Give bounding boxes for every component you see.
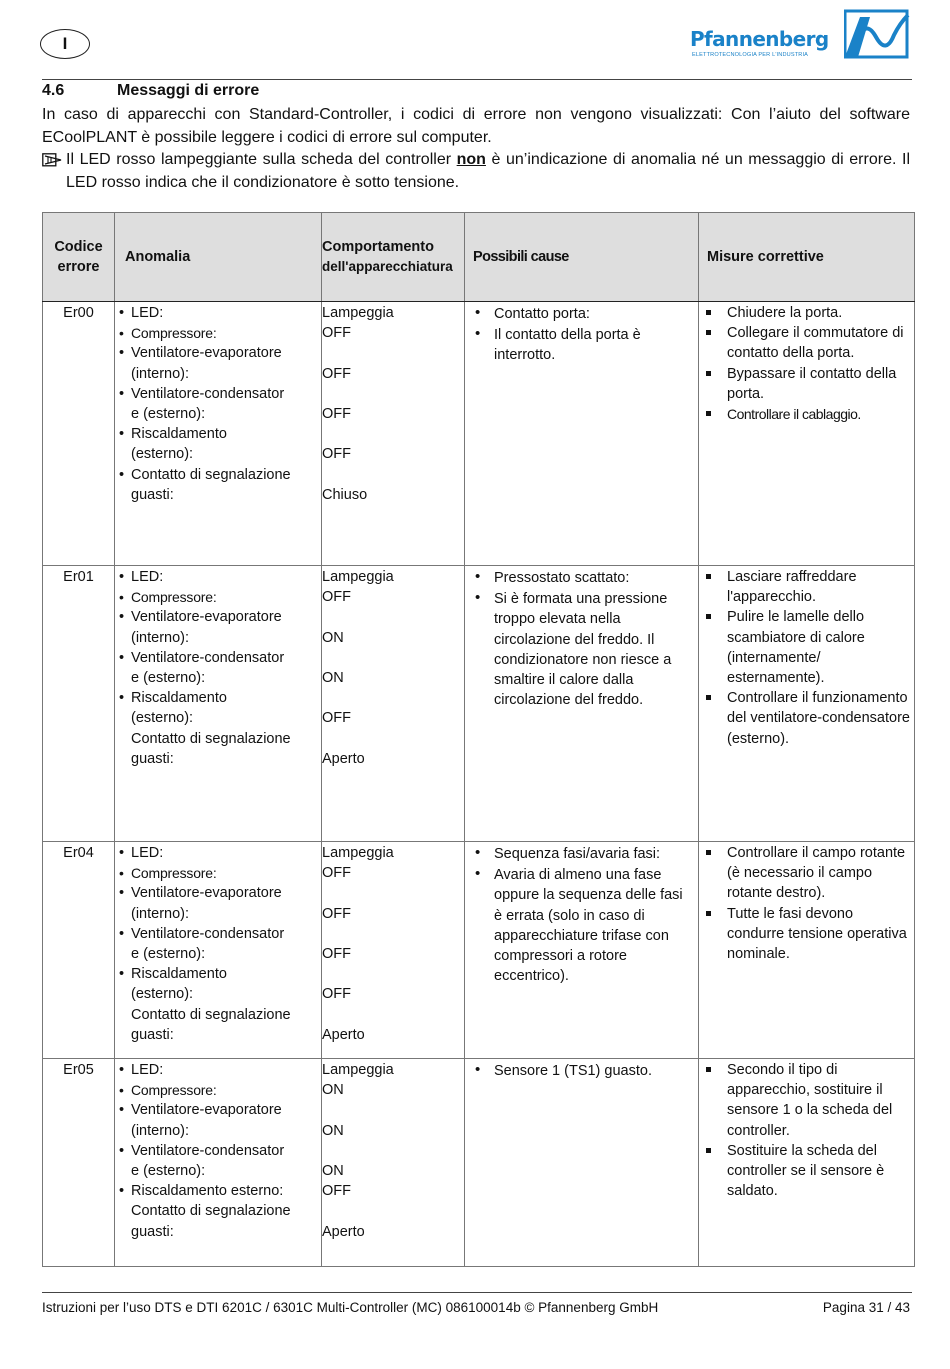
fault-text: Ventilatore-condensator	[131, 925, 285, 942]
fault-cell	[115, 302, 322, 566]
fault-text: e (esterno):	[131, 946, 206, 963]
bullet-icon: •	[119, 325, 124, 342]
bullet-icon: •	[119, 1102, 125, 1119]
fault-text: e (esterno):	[131, 670, 206, 687]
remedy-text: Chiudere la porta.	[727, 305, 843, 321]
cause-text: Sensore 1 (TS1) guasto.	[494, 1063, 652, 1079]
remedy-item	[703, 688, 910, 749]
cause-item	[469, 568, 694, 588]
section-heading	[42, 82, 259, 100]
square-bullet-icon	[706, 1148, 711, 1153]
behaviour-value: ON	[322, 1163, 344, 1180]
note-text-after: è un’indicazione di anomalia né un messaggio di errore. Il LED rosso indica che il condizionatore è sotto tensione.	[66, 151, 910, 191]
fault-text: Compressore:	[131, 589, 217, 606]
behaviour-value: Lampeggia	[322, 569, 394, 585]
fault-text: Ventilatore-evaporatore	[131, 345, 282, 362]
bullet-icon: •	[475, 844, 481, 861]
fault-text: LED:	[131, 1062, 164, 1078]
error-code-cell: Er00	[43, 302, 115, 566]
fault-text: LED:	[131, 305, 164, 321]
cause-item	[469, 844, 694, 864]
fault-item	[119, 485, 317, 505]
remedy-item	[703, 843, 910, 904]
fault-item	[119, 303, 317, 323]
behaviour-value: OFF	[322, 865, 351, 882]
fault-item	[119, 843, 317, 863]
behaviour-value	[322, 924, 460, 944]
fault-item	[119, 708, 317, 728]
fault-text: Contatto di segnalazione	[131, 466, 291, 483]
fault-item	[119, 364, 317, 384]
intro-paragraph: In caso di apparecchi con Standard-Controller, i codici di errore non vengono visualizzati: Con l’aiuto del software ECoolPLANT è possibile leggere i codici di errore sul computer.	[42, 106, 910, 146]
bullet-icon: •	[475, 325, 481, 343]
fault-item	[119, 668, 317, 688]
square-bullet-icon	[706, 574, 711, 579]
note-paragraph	[42, 149, 910, 194]
square-bullet-icon	[706, 411, 711, 416]
note-emphasis: non	[456, 151, 486, 168]
fault-text: e (esterno):	[131, 1163, 206, 1180]
fault-text: Riscaldamento esterno:	[131, 1183, 284, 1200]
pfannenberg-logo	[690, 9, 912, 61]
behaviour-value: OFF	[322, 325, 351, 342]
fault-item	[119, 465, 317, 485]
table-header-row	[43, 213, 915, 302]
fault-text: Compressore:	[131, 1082, 217, 1099]
fault-item	[119, 404, 317, 424]
behaviour-value	[322, 1100, 460, 1120]
remedy-item	[703, 607, 910, 688]
remedy-text: Tutte le fasi devono condurre tensione operativa nominale.	[727, 905, 907, 963]
fault-text: Ventilatore-condensator	[131, 1142, 285, 1159]
behaviour-value: OFF	[322, 986, 351, 1003]
fault-text: Compressore:	[131, 325, 217, 342]
behaviour-value: Aperto	[322, 1223, 365, 1240]
section-title: Messaggi di errore	[117, 82, 260, 99]
cause-text: Pressostato scattato:	[494, 570, 630, 586]
fault-item	[119, 343, 317, 363]
fault-cell	[115, 566, 322, 842]
fault-text: guasti:	[131, 1223, 174, 1240]
note-text-before: Il LED rosso lampeggiante sulla scheda del controller	[66, 151, 457, 168]
bullet-icon: •	[119, 466, 125, 483]
fault-text: Compressore:	[131, 865, 217, 882]
fault-item	[119, 1161, 317, 1181]
fault-text: Contatto di segnalazione	[131, 1006, 291, 1023]
remedies-cell	[699, 842, 915, 1059]
bullet-icon: •	[119, 609, 125, 626]
bullet-icon: •	[475, 589, 481, 607]
behaviour-cell	[322, 566, 465, 842]
behaviour-cell	[322, 842, 465, 1059]
remedy-text: Controllare il funzionamento del ventilatore-condensatore (esterno).	[727, 690, 910, 747]
remedy-item	[703, 303, 910, 323]
fault-item	[119, 323, 317, 343]
behaviour-value: ON	[322, 629, 344, 646]
bullet-icon: •	[119, 925, 125, 942]
behaviour-value: OFF	[322, 446, 351, 463]
fault-text: guasti:	[131, 486, 174, 503]
remedy-item	[703, 567, 910, 607]
behaviour-value	[322, 607, 460, 627]
fault-text: (esterno):	[131, 446, 194, 463]
causes-cell	[465, 566, 699, 842]
bullet-icon: •	[119, 1142, 125, 1159]
error-code-cell: Er05	[43, 1059, 115, 1267]
table-row	[43, 302, 915, 566]
behaviour-value	[322, 648, 460, 668]
fault-item	[119, 964, 317, 984]
fault-text: Contatto di segnalazione	[131, 730, 291, 747]
behaviour-value	[322, 1005, 460, 1025]
fault-item	[119, 424, 317, 444]
logo-wave-icon	[844, 9, 910, 59]
fault-cell	[115, 1059, 322, 1267]
bullet-icon: •	[119, 1183, 125, 1200]
behaviour-value: OFF	[322, 710, 351, 727]
behaviour-value	[322, 688, 460, 708]
remedy-text: Pulire le lamelle dello scambiatore di calore (internamente/ esternamente).	[727, 609, 865, 687]
bullet-icon: •	[475, 568, 481, 585]
logo-wordmark: Pfannenberg	[690, 27, 829, 51]
fault-item	[119, 628, 317, 648]
fault-item	[119, 607, 317, 627]
fault-item	[119, 1080, 317, 1100]
square-bullet-icon	[706, 911, 711, 916]
bullet-icon: •	[119, 1082, 124, 1099]
remedy-text: Controllare il cablaggio.	[727, 406, 861, 423]
behaviour-value	[322, 465, 460, 485]
fault-text: guasti:	[131, 1026, 174, 1043]
cause-item	[469, 304, 694, 324]
behaviour-value	[322, 729, 460, 749]
fault-text: Riscaldamento	[131, 690, 227, 707]
cause-text: Sequenza fasi/avaria fasi:	[494, 846, 661, 862]
fault-text: Riscaldamento	[131, 426, 227, 443]
behaviour-value	[322, 424, 460, 444]
bullet-icon: •	[119, 885, 125, 902]
square-bullet-icon	[706, 371, 711, 376]
bullet-icon: •	[475, 304, 481, 321]
behaviour-value: ON	[322, 1122, 344, 1139]
bullet-icon: •	[119, 345, 125, 362]
behaviour-value	[322, 964, 460, 984]
header-behaviour: Comportamento dell'apparecchiatura	[322, 213, 465, 302]
fault-item	[119, 567, 317, 587]
remedy-item	[703, 323, 910, 363]
fault-item	[119, 648, 317, 668]
bullet-icon: •	[475, 1061, 481, 1078]
fault-text: Riscaldamento	[131, 966, 227, 983]
fault-text: Ventilatore-evaporatore	[131, 885, 282, 902]
bullet-icon: •	[119, 690, 125, 707]
behaviour-value: OFF	[322, 589, 351, 606]
behaviour-value: ON	[322, 670, 344, 687]
fault-text: guasti:	[131, 750, 174, 767]
footer-document-info: Istruzioni per l’uso DTS e DTI 6201C / 6301C Multi-Controller (MC) 086100014b © Pfannenberg GmbH	[42, 1300, 659, 1315]
square-bullet-icon	[706, 330, 711, 335]
remedy-text: Collegare il commutatore di contatto della porta.	[727, 325, 904, 362]
bullet-icon: •	[119, 649, 125, 666]
pointing-hand-icon	[42, 153, 62, 167]
behaviour-value: OFF	[322, 946, 351, 963]
behaviour-value: Chiuso	[322, 486, 368, 503]
square-bullet-icon	[706, 695, 711, 700]
error-code-cell: Er04	[43, 842, 115, 1059]
fault-text: Ventilatore-condensator	[131, 385, 285, 402]
behaviour-value: OFF	[322, 1183, 351, 1200]
header-corrective-measures: Misure correttive	[699, 213, 915, 302]
logo-tagline: ELETTROTECNOLOGIA PER L'INDUSTRIA	[692, 52, 809, 58]
fault-item	[119, 1201, 317, 1221]
fault-text: (esterno):	[131, 710, 194, 727]
section-number: 4.6	[42, 82, 65, 99]
behaviour-value: Lampeggia	[322, 845, 394, 861]
fault-text: Ventilatore-evaporatore	[131, 609, 282, 626]
cause-text: Si è formata una pressione troppo elevata nella circolazione del freddo. Il condizionatore non riesce a smaltire il calore dalla circolazione del freddo.	[494, 591, 672, 709]
bullet-icon: •	[119, 1062, 125, 1078]
remedy-text: Sostituire la scheda del controller se il sensore è saldato.	[727, 1142, 885, 1200]
behaviour-value: Aperto	[322, 750, 365, 767]
behaviour-value: Lampeggia	[322, 305, 394, 321]
fault-item	[119, 1181, 317, 1201]
bullet-icon: •	[119, 966, 125, 983]
fault-item	[119, 444, 317, 464]
fault-item	[119, 1100, 317, 1120]
fault-item	[119, 904, 317, 924]
fault-item	[119, 1005, 317, 1025]
header-error-code: Codice errore	[43, 213, 115, 302]
bullet-icon: •	[119, 305, 125, 321]
fault-text: (esterno):	[131, 986, 194, 1003]
bullet-icon: •	[119, 845, 125, 861]
square-bullet-icon	[706, 310, 711, 315]
remedy-item	[703, 1141, 910, 1202]
cause-text: Contatto porta:	[494, 306, 590, 322]
table-row	[43, 1059, 915, 1267]
fault-text: (interno):	[131, 905, 190, 922]
fault-item	[119, 883, 317, 903]
bullet-icon: •	[119, 589, 124, 606]
bullet-icon: •	[119, 569, 125, 585]
table-row	[43, 842, 915, 1059]
remedies-cell	[699, 302, 915, 566]
remedy-item	[703, 904, 910, 965]
square-bullet-icon	[706, 1067, 711, 1072]
fault-text: Ventilatore-condensator	[131, 649, 285, 666]
fault-item	[119, 1222, 317, 1242]
error-codes-table	[42, 212, 915, 1267]
cause-item	[469, 589, 694, 710]
behaviour-value: ON	[322, 1082, 344, 1099]
header-rule	[42, 79, 912, 80]
header-possible-causes: Possibili cause	[465, 213, 699, 302]
behaviour-value	[322, 384, 460, 404]
fault-item	[119, 984, 317, 1004]
fault-text: (interno):	[131, 1122, 190, 1139]
fault-text: LED:	[131, 845, 164, 861]
behaviour-value: OFF	[322, 365, 351, 382]
behaviour-cell	[322, 1059, 465, 1267]
causes-cell	[465, 842, 699, 1059]
behaviour-value: Aperto	[322, 1026, 365, 1043]
fault-text: Contatto di segnalazione	[131, 1203, 291, 1220]
fault-text: LED:	[131, 569, 164, 585]
bullet-icon: •	[119, 865, 124, 882]
footer-rule	[42, 1292, 912, 1293]
fault-item	[119, 1060, 317, 1080]
cause-text: Il contatto della porta è interrotto.	[494, 327, 641, 364]
fault-text: e (esterno):	[131, 406, 206, 423]
remedy-text: Lasciare raffreddare l'apparecchio.	[727, 569, 857, 606]
remedy-text: Bypassare il contatto della porta.	[727, 365, 897, 402]
causes-cell	[465, 1059, 699, 1267]
fault-text: (interno):	[131, 629, 190, 646]
cause-item	[469, 865, 694, 986]
fault-text: Ventilatore-evaporatore	[131, 1102, 282, 1119]
bullet-icon: •	[119, 426, 125, 443]
fault-item	[119, 924, 317, 944]
cause-item	[469, 325, 694, 365]
footer-page-number: Pagina 31 / 43	[822, 1300, 910, 1315]
fault-item	[119, 1121, 317, 1141]
fault-item	[119, 1141, 317, 1161]
remedy-text: Controllare il campo rotante (è necessario il campo rotante destro).	[727, 845, 906, 902]
remedy-item	[703, 1060, 910, 1141]
remedies-cell	[699, 1059, 915, 1267]
cause-text: Avaria di almeno una fase oppure la sequenza delle fasi è errata (solo in caso di apparecchiature trifase con compressori a rotore eccentrico).	[494, 867, 683, 985]
fault-item	[119, 863, 317, 883]
cause-item	[469, 1061, 694, 1081]
square-bullet-icon	[706, 850, 711, 855]
behaviour-value: OFF	[322, 905, 351, 922]
behaviour-value: OFF	[322, 406, 351, 423]
language-badge: I	[40, 29, 90, 59]
header-fault: Anomalia	[115, 213, 322, 302]
fault-text: (interno):	[131, 365, 190, 382]
remedy-text: Secondo il tipo di apparecchio, sostituire il sensore 1 o la scheda del controller.	[727, 1062, 893, 1139]
behaviour-value	[322, 883, 460, 903]
causes-cell	[465, 302, 699, 566]
fault-item	[119, 944, 317, 964]
fault-item	[119, 688, 317, 708]
bullet-icon: •	[475, 865, 481, 883]
error-code-cell: Er01	[43, 566, 115, 842]
square-bullet-icon	[706, 614, 711, 619]
fault-item	[119, 384, 317, 404]
behaviour-value	[322, 1201, 460, 1221]
bullet-icon: •	[119, 385, 125, 402]
behaviour-value: Lampeggia	[322, 1062, 394, 1078]
behaviour-cell	[322, 302, 465, 566]
fault-item	[119, 587, 317, 607]
remedies-cell	[699, 566, 915, 842]
remedy-item	[703, 364, 910, 404]
fault-item	[119, 729, 317, 749]
remedy-item	[703, 404, 910, 424]
fault-item	[119, 749, 317, 769]
fault-cell	[115, 842, 322, 1059]
table-row	[43, 566, 915, 842]
behaviour-value	[322, 343, 460, 363]
behaviour-value	[322, 1141, 460, 1161]
fault-item	[119, 1025, 317, 1045]
